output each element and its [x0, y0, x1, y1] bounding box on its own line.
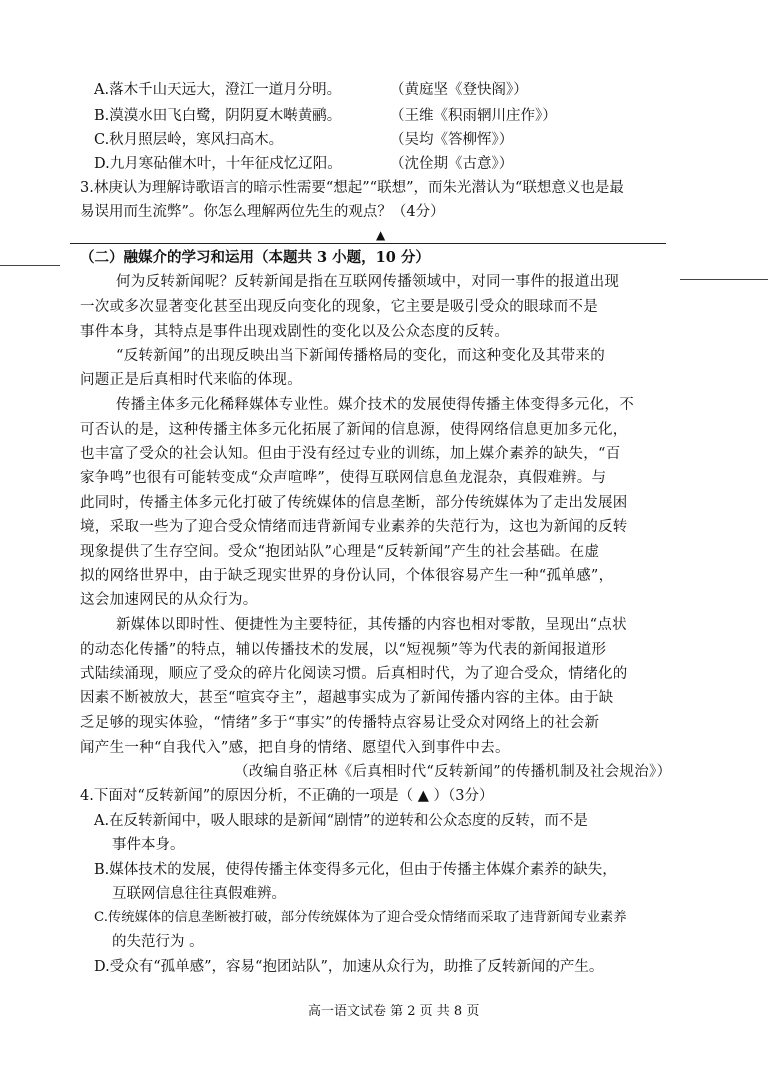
answer-triangle-icon: ▲	[376, 228, 386, 242]
q4-option-a-line-2: 事件本身。	[112, 837, 185, 853]
article-line: 境，采取一些为了迎合受众情绪而违背新闻专业素养的失范行为，这也为新闻的反转	[80, 519, 628, 535]
article-line: 也丰富了受众的社会认知。但由于没有经过专业的训练，加上媒介素养的缺失，“百	[80, 446, 621, 462]
q2-option-b-source: （王维《积雨辋川庄作》）	[390, 108, 557, 124]
q2-option-c-text: C.秋月照层岭，寒风扫高木。	[94, 132, 284, 148]
page-footer: 高一语文试卷 第 2 页 共 8 页	[308, 1004, 480, 1019]
scan-line-left	[0, 265, 60, 266]
article-line: 乏足够的现实体验，“情绪”多于“事实”的传播特点容易让受众对网络上的社会新	[80, 715, 600, 731]
article-line: 传播主体多元化稀释媒体专业性。媒介技术的发展使得传播主体变得多元化，不	[116, 397, 634, 413]
article-line: 因素不断被放大，甚至“喧宾夺主”，超越事实成为了新闻传播内容的主体。由于缺	[80, 690, 614, 706]
q2-option-d	[94, 154, 342, 174]
q2-option-b	[94, 106, 341, 126]
article-line: 可否认的是，这种传播主体多元化拓展了新闻的信息源，使得网络信息更加多元化，	[80, 422, 628, 438]
q4-option-a-line-1: A.在反转新闻中，吸人眼球的是新闻“剧情”的逆转和公众态度的反转，而不是	[94, 813, 588, 829]
article-line: 这会加速网民的从众行为。	[80, 592, 258, 608]
q2-option-b-text: B.漠漠水田飞白鹭，阴阴夏木啭黄鹂。	[94, 108, 342, 124]
q3-line-2: 易误用而生流弊”。你怎么理解两位先生的观点？（4分）	[80, 204, 445, 220]
q2-option-c-source: （吴均《答柳恽》）	[390, 132, 514, 148]
article-line: 何为反转新闻呢？反转新闻是指在互联网传播领域中，对同一事件的报道出现	[116, 274, 620, 290]
article-line: 问题正是后真相时代来临的体现。	[80, 372, 302, 388]
section-heading: （二）融媒介的学习和运用（本题共 3 小题，10 分）	[80, 249, 430, 266]
article-source: （改编自骆正林《后真相时代“反转新闻”的传播机制及社会规治》）	[234, 764, 672, 780]
article-line: 现象提供了生存空间。受众“抱团站队”心理是“反转新闻”产生的社会基础。在虚	[80, 544, 600, 560]
q4-option-c-line-2: 的失范行为 。	[112, 934, 204, 950]
q2-option-d-text: D.九月寒砧催木叶，十年征戍忆辽阳。	[94, 156, 342, 172]
article-line: 的动态化传播”的特点，辅以传播技术的发展，以“短视频”等为代表的新闻报道形	[80, 642, 607, 658]
q4-stem: 4.下面对“反转新闻”的原因分析，不正确的一项是（ ▲ ）（3分）	[80, 788, 494, 804]
q2-option-a	[94, 80, 341, 100]
article-line: 事件本身，其特点是事件出现戏剧性的变化以及公众态度的反转。	[80, 324, 510, 340]
q4-option-b-line-1: B.媒体技术的发展，使得传播主体变得多元化，但由于传播主体媒介素养的缺失，	[94, 862, 617, 878]
q4-option-d-line-1: D.受众有“孤单感”，容易“抱团站队”，加速从众行为，助推了反转新闻的产生。	[94, 959, 604, 975]
q2-option-a-text: A.落木千山天远大，澄江一道月分明。	[94, 82, 342, 98]
article-line: 一次或多次显著变化甚至出现反向变化的现象，它主要是吸引受众的眼球而不是	[80, 299, 598, 315]
article-line: 闻产生一种“自我代入”感，把自身的情绪、愿望代入到事件中去。	[80, 740, 510, 756]
article-line: 新媒体以即时性、便捷性为主要特征，其传播的内容也相对零散，呈现出“点状	[116, 617, 627, 633]
q3-line-1: 3.林庚认为理解诗歌语言的暗示性需要“想起”“联想”，而朱光潜认为“联想意义也是最	[80, 180, 624, 196]
article-line: “反转新闻”的出现反映出当下新闻传播格局的变化，而这种变化及其带来的	[116, 348, 606, 364]
article-line: 此同时，传播主体多元化打破了传统媒体的信息垄断，部分传统媒体为了走出发展困	[80, 495, 628, 511]
article-line: 拟的网络世界中，由于缺乏现实世界的身份认同，个体很容易产生一种“孤单感”，	[80, 568, 614, 584]
q4-option-c-line-1: C.传统媒体的信息垄断被打破，部分传统媒体为了迎合受众情绪而采取了违背新闻专业素养	[94, 910, 627, 925]
q2-option-c	[94, 130, 283, 150]
q4-option-b-line-2: 互联网信息往往真假难辨。	[112, 886, 286, 902]
q2-option-d-source: （沈佺期《古意》）	[390, 156, 514, 172]
q2-option-a-source: （黄庭坚《登快阁》）	[390, 82, 528, 98]
article-line: 式陆续涌现，顺应了受众的碎片化阅读习惯。后真相时代，为了迎合受众，情绪化的	[80, 666, 628, 682]
scan-line-right	[680, 279, 768, 280]
article-line: 家争鸣”也很有可能转变成“众声喧哗”，使得互联网信息鱼龙混杂，真假难辨。与	[80, 470, 607, 486]
section-divider	[70, 243, 666, 244]
